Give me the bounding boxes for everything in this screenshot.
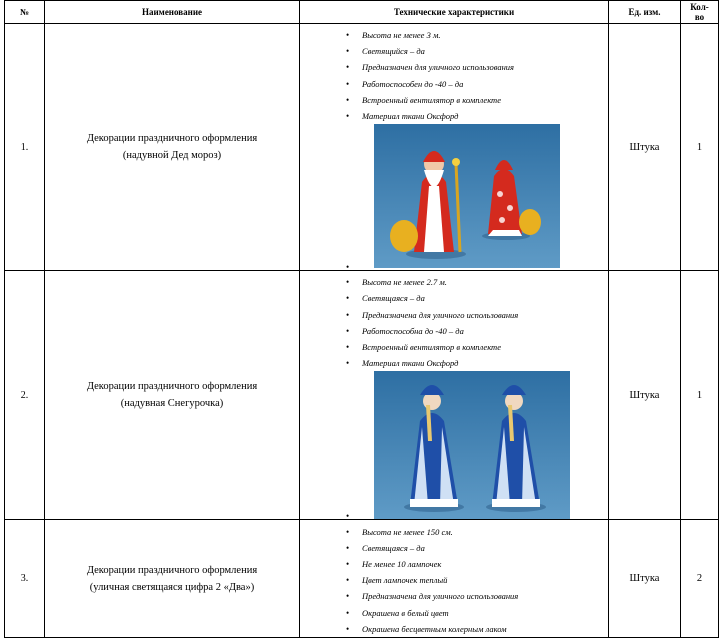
row-qty: 1 (681, 271, 719, 520)
row-name-line1: Декорации праздничного оформления (86, 133, 258, 145)
bullet-icon: • (346, 262, 350, 273)
table-row (5, 520, 719, 638)
spec-item: • Работоспособна до -40 – да (300, 323, 608, 339)
spec-item: • Светящаяся – да (300, 290, 608, 306)
spec-item: • Светящийся – да (300, 43, 608, 59)
spec-item: • Предназначена для уличного использования (300, 588, 608, 604)
santa-photo (374, 124, 560, 268)
spec-table (4, 0, 719, 638)
row-name (45, 271, 300, 520)
row-qty: 2 (681, 520, 719, 638)
snowmaiden-photo (374, 371, 570, 519)
spec-list (300, 24, 608, 124)
header-unit: Ед. изм. (609, 1, 681, 24)
spec-item: • Предназначена для уличного использования (300, 307, 608, 323)
row-name-line1: Декорации праздничного оформления (86, 381, 258, 393)
row-name (45, 520, 300, 638)
spec-item: • Высота не менее 3 м. (300, 27, 608, 43)
spec-item: • Материал ткани Оксфорд (300, 108, 608, 124)
header-qty-line1: Кол- (690, 2, 709, 12)
header-name: Наименование (45, 1, 300, 24)
header-num: № (5, 1, 45, 24)
row-qty: 1 (681, 24, 719, 271)
spec-item: • Работоспособен до -40 – да (300, 76, 608, 92)
row-specs (300, 271, 609, 520)
spec-item: • Не менее 10 лампочек (300, 556, 608, 572)
spec-item: • Встроенный вентилятор в комплекте (300, 339, 608, 355)
row-name (45, 24, 300, 271)
spec-list (300, 271, 608, 371)
header-qty-line2: во (694, 12, 705, 22)
row-num: 1. (5, 24, 45, 271)
row-name-line2: (уличная светящаяся цифра 2 «Два») (89, 581, 255, 593)
row-unit: Штука (609, 24, 681, 271)
table-row (5, 271, 719, 520)
spec-item: • Встроенный вентилятор в комплекте (300, 92, 608, 108)
spec-item: • Высота не менее 150 см. (300, 524, 608, 540)
header-specs: Технические характеристики (300, 1, 609, 24)
row-num: 2. (5, 271, 45, 520)
spec-item: • Окрашена в белый цвет (300, 605, 608, 621)
spec-item: • Цвет лампочек теплый (300, 572, 608, 588)
header-qty (681, 1, 719, 24)
spec-item: • Светящаяся – да (300, 540, 608, 556)
row-name-line2: (надувной Дед мороз) (122, 150, 222, 162)
row-specs (300, 520, 609, 638)
row-specs (300, 24, 609, 271)
spec-list (300, 521, 608, 637)
spec-item: • Материал ткани Оксфорд (300, 355, 608, 371)
table-row (5, 24, 719, 271)
spec-item: • Высота не менее 2.7 м. (300, 274, 608, 290)
spec-item: • Окрашена бесцветным колерным лаком (300, 621, 608, 637)
header-row (5, 1, 719, 24)
row-name-line2: (надувная Снегурочка) (120, 398, 224, 410)
bullet-icon: • (346, 511, 350, 522)
row-unit: Штука (609, 271, 681, 520)
row-name-line1: Декорации праздничного оформления (86, 564, 258, 576)
spec-item: • Предназначен для уличного использования (300, 59, 608, 75)
spec-image-item (300, 371, 608, 522)
spec-image-item (300, 124, 608, 273)
row-num: 3. (5, 520, 45, 638)
row-unit: Штука (609, 520, 681, 638)
